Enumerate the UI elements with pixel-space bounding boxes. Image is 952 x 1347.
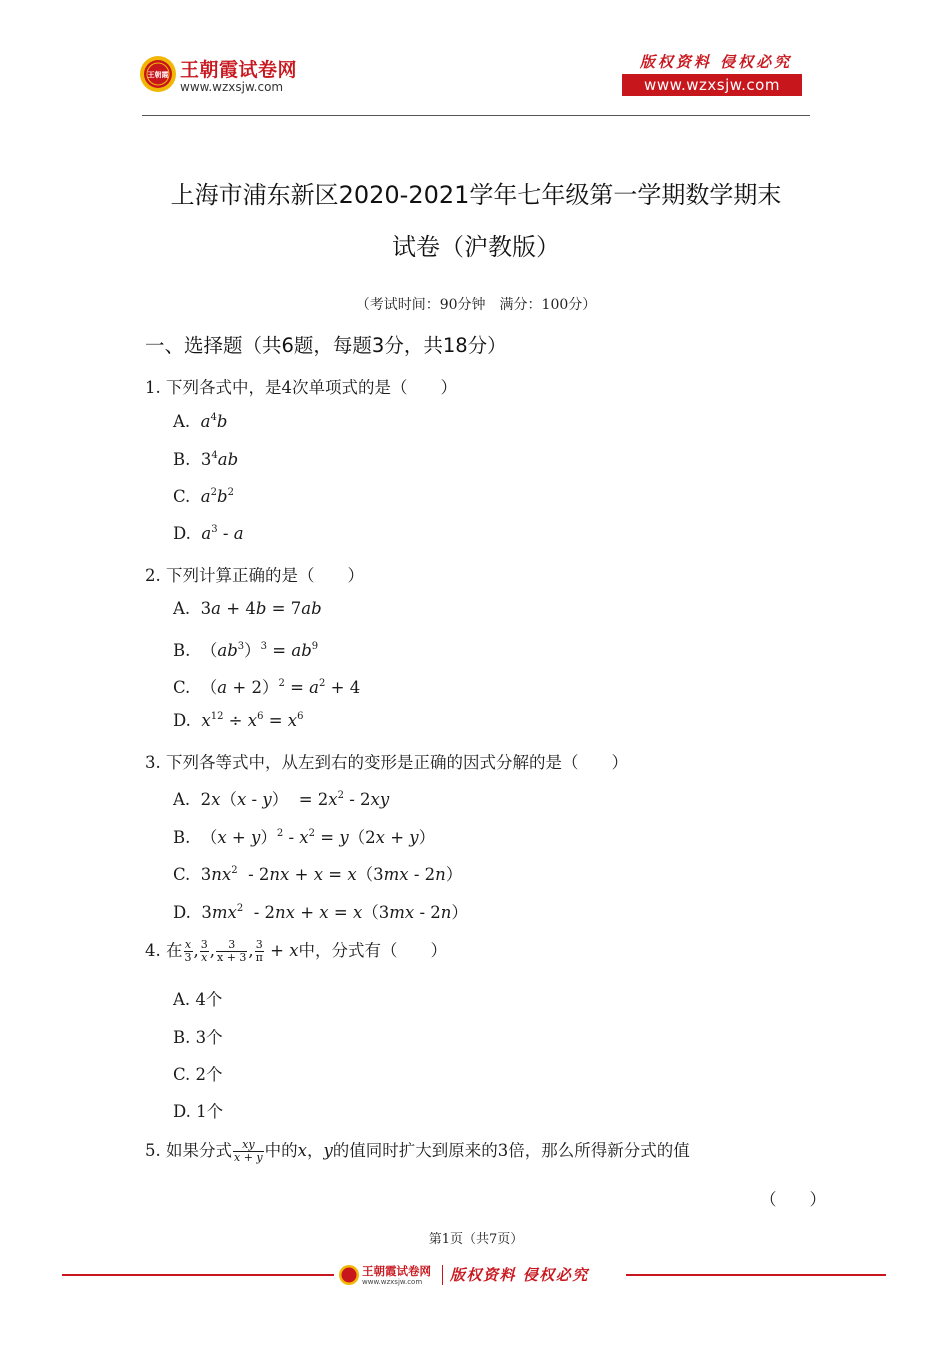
fraction: $\frac{3}{x + 3}$ bbox=[217, 938, 247, 964]
q3-option-d: D. $3mx^2 - 2nx + x = x(3mx - 2n)$ bbox=[173, 903, 468, 922]
q2-option-a: A. 3a + 4b = 7ab bbox=[173, 599, 322, 618]
question-4: 4. 在 $\frac{x}{3}$ , $\frac{3}{x}$ , $\frac{3}{x + 3}$ , $\frac{3}{\pi}$ + x中，分式有（ ） bbox=[145, 938, 448, 964]
footer-separator bbox=[442, 1265, 443, 1285]
q4-option-a: A. 4个 bbox=[173, 990, 223, 1009]
footer-line-right bbox=[626, 1274, 886, 1276]
answer-blank: （ ） bbox=[760, 1190, 826, 1209]
fraction: $\frac{xy}{x + y}$ bbox=[234, 1138, 263, 1164]
logo-text: 王朝霞 bbox=[147, 71, 169, 79]
fraction: $\frac{x}{3}$ bbox=[184, 938, 192, 964]
fraction: $\frac{3}{\pi}$ bbox=[255, 938, 263, 964]
brand-url[interactable]: www.wzxsjw.com bbox=[180, 80, 284, 94]
copyright-slogan: 版权资料 侵权必究 bbox=[639, 53, 793, 71]
q2-option-b: B. $(ab^3)^3 = ab^9$ bbox=[173, 641, 319, 660]
q3-option-b: B. $(x + y)^2 - x^2 = y(2x + y)$ bbox=[173, 828, 436, 847]
document-title-line1: 上海市浦东新区2020-2021学年七年级第一学期数学期末 bbox=[170, 181, 782, 209]
document-title-line2: 试卷（沪教版） bbox=[392, 233, 560, 261]
q4-option-c: C. 2个 bbox=[173, 1065, 223, 1084]
header-divider bbox=[142, 115, 810, 116]
q1-option-a: A. $a^4b$ bbox=[173, 412, 228, 431]
q4-option-b: B. 3个 bbox=[173, 1028, 223, 1047]
question-number: 4. bbox=[145, 941, 161, 960]
q3-option-c: C. $3nx^2 - 2nx + x = x(3mx - 2n)$ bbox=[173, 865, 463, 884]
footer-brand: 王朝霞试卷网 bbox=[362, 1264, 431, 1278]
footer-url[interactable]: www.wzxsjw.com bbox=[362, 1278, 423, 1286]
url-badge[interactable]: www.wzxsjw.com bbox=[622, 74, 802, 96]
q1-option-c: C. $a^2b^2$ bbox=[173, 487, 234, 506]
question-1 bbox=[145, 374, 457, 398]
question-number: 3. bbox=[145, 753, 161, 772]
question-number: 1. bbox=[145, 378, 161, 397]
question-stem: 下列计算正确的是（ ） bbox=[166, 566, 364, 585]
q1-option-d: D. $a^3$ - a bbox=[173, 524, 244, 543]
question-5: 5. 如果分式 $\frac{xy}{x + y}$ 中的x，y的值同时扩大到原来的3倍，那么所得新分式的值 bbox=[145, 1138, 690, 1164]
footer-line-left bbox=[62, 1274, 334, 1276]
q3-option-a: A. $2x(x - y) = 2x^2 - 2xy$ bbox=[173, 790, 390, 809]
q2-option-c: C. $(a + 2)^2 = a^2 + 4$ bbox=[173, 678, 361, 697]
question-number: 5. bbox=[145, 1141, 161, 1160]
page-number: 第1页（共7页） bbox=[428, 1232, 524, 1247]
footer-slogan: 版权资料 侵权必究 bbox=[450, 1266, 589, 1284]
question-stem: 下列各等式中，从左到右的变形是正确的因式分解的是（ ） bbox=[166, 753, 628, 772]
q1-option-b: B. $3^4ab$ bbox=[173, 450, 239, 469]
brand-logo-icon bbox=[138, 54, 178, 94]
question-stem: 下列各式中，是4次单项式的是（ ） bbox=[166, 378, 457, 397]
fraction: $\frac{3}{x}$ bbox=[200, 938, 208, 964]
question-2 bbox=[145, 562, 364, 586]
q2-option-d: D. $x^{12} \div x^6 = x^6$ bbox=[173, 711, 304, 730]
question-3 bbox=[145, 749, 628, 773]
question-number: 2. bbox=[145, 566, 161, 585]
exam-info: （考试时间：90分钟 满分：100分） bbox=[355, 297, 597, 313]
footer-logo-icon bbox=[338, 1264, 360, 1286]
brand-name: 王朝霞试卷网 bbox=[180, 59, 298, 81]
q4-option-d: D. 1个 bbox=[173, 1102, 224, 1121]
section-heading: 一、选择题（共6题，每题3分，共18分） bbox=[145, 334, 507, 357]
